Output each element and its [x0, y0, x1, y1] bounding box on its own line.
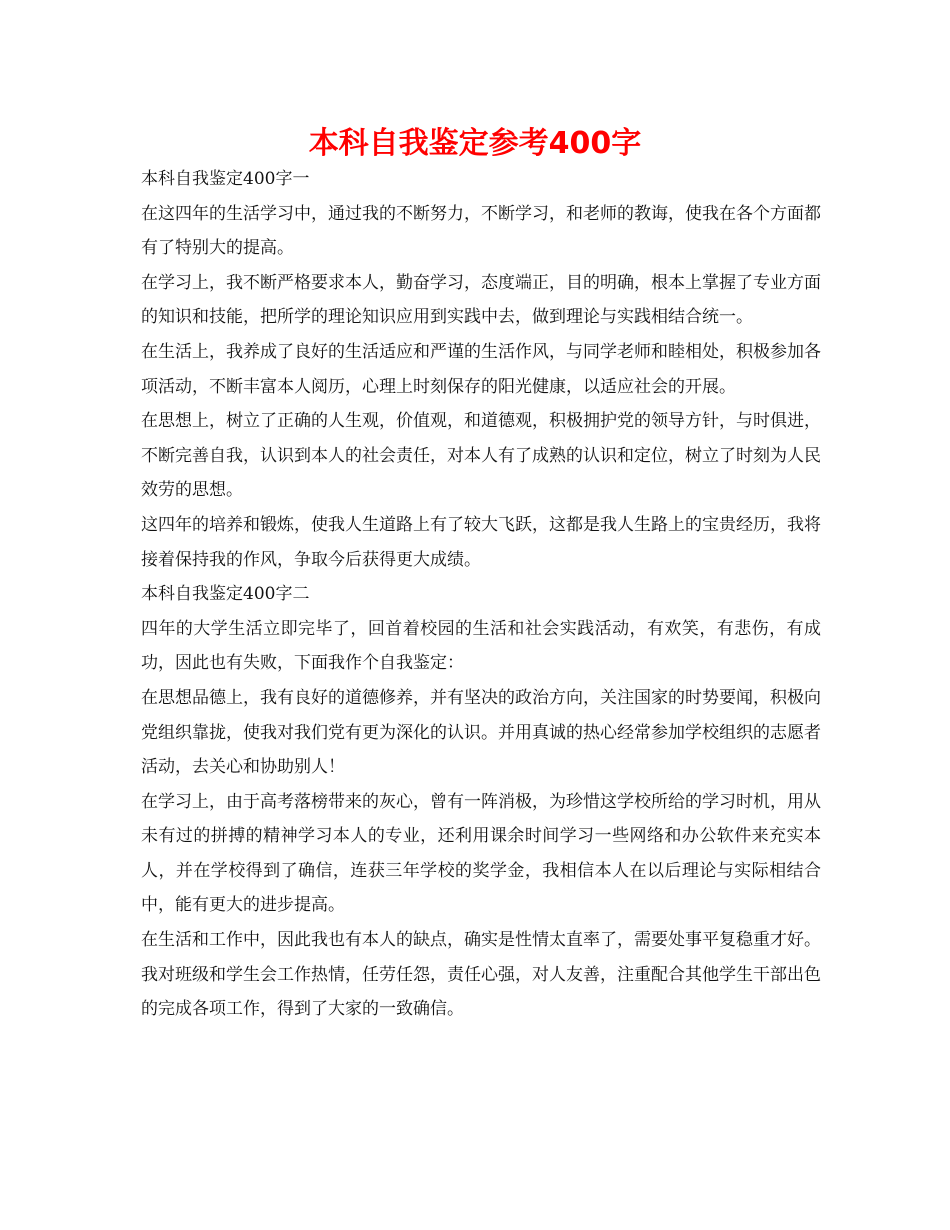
- document-body: [141, 162, 821, 1027]
- paragraph: 在生活上，我养成了良好的生活适应和严谨的生活作风，与同学老师和睦相处，积极参加各项活动，不断丰富本人阅历，心理上时刻保存的阳光健康，以适应社会的开展。: [141, 341, 821, 397]
- paragraph: 在思想上，树立了正确的人生观，价值观，和道德观，积极拥护党的领导方针，与时俱进，不断完善自我，认识到本人的社会责任，对本人有了成熟的认识和定位，树立了时刻为人民效劳的思想。: [141, 411, 821, 501]
- paragraph: 这四年的培养和锻炼，使我人生道路上有了较大飞跃，这都是我人生路上的宝贵经历，我将接着保持我的作风，争取今后获得更大成绩。: [141, 514, 821, 570]
- section-heading: 本科自我鉴定400字二: [141, 584, 310, 605]
- document-title: 本科自我鉴定参考400字: [308, 126, 642, 161]
- paragraph: 在这四年的生活学习中，通过我的不断努力，不断学习，和老师的教诲，使我在各个方面都有了特别大的提高。: [141, 203, 821, 259]
- paragraph: 在学习上，由于高考落榜带来的灰心，曾有一阵消极，为珍惜这学校所给的学习时机，用从未有过的拼搏的精神学习本人的专业，还利用课余时间学习一些网络和办公软件来充实本人，并在学校得到了确信，连获三年学校的奖学金，我相信本人在以后理论与实际相结合中，能有更大的进步提高。: [141, 791, 821, 916]
- section-heading: 本科自我鉴定400字一: [141, 169, 310, 189]
- paragraph: 在生活和工作中，因此我也有本人的缺点，确实是性情太直率了，需要处事平复稳重才好。我对班级和学生会工作热情，任劳任怨，责任心强，对人友善，注重配合其他学生干部出色的完成各项工作，得到了大家的一致确信。: [141, 930, 821, 1020]
- paragraph: 四年的大学生活立即完毕了，回首着校园的生活和社会实践活动，有欢笑，有悲伤，有成功，因此也有失败，下面我作个自我鉴定：: [141, 618, 821, 674]
- paragraph: 在思想品德上，我有良好的道德修养，并有坚决的政治方向，关注国家的时势要闻，积极向党组织靠拢，使我对我们党有更为深化的认识。并用真诚的热心经常参加学校组织的志愿者活动，去关心和协助别人！: [141, 687, 821, 778]
- paragraph: 在学习上，我不断严格要求本人，勤奋学习，态度端正，目的明确，根本上掌握了专业方面的知识和技能，把所学的理论知识应用到实践中去，做到理论与实践相结合统一。: [141, 272, 821, 328]
